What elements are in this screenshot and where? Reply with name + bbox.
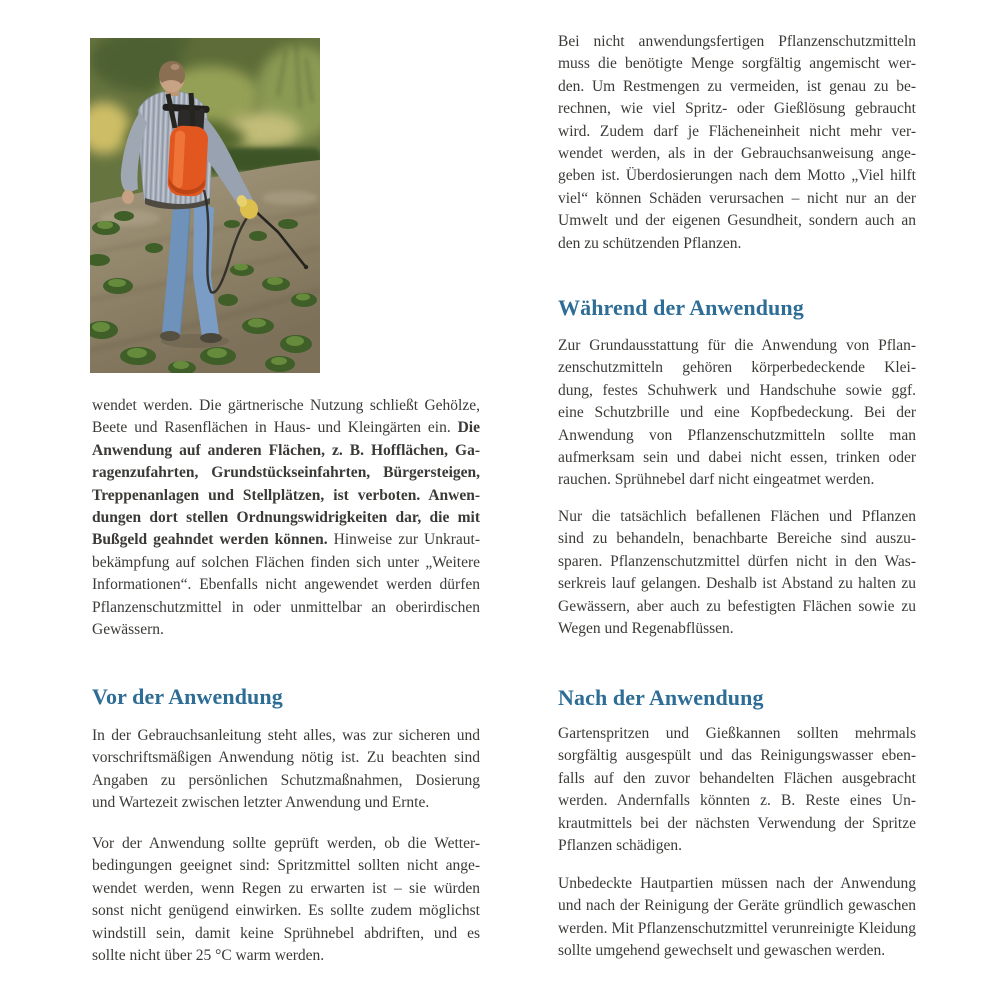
text-line: sorgfältig ausgespült und das Reinigungswasser eben-: [558, 747, 916, 765]
text-line: wendet werden, als in der Gebrauchsanweisung ange-: [558, 144, 916, 162]
text-line: rauchen. Sprühnebel darf nicht eingeatmet werden.: [558, 471, 875, 489]
paragraph-reinigung-geraete: [558, 723, 916, 857]
garden-photo: [90, 38, 320, 373]
text-line: sonst nicht genügend einwirken. Es sollte zudem möglichst: [92, 902, 480, 920]
paragraph-anmischen: [558, 31, 916, 255]
text-line: falls auf den zuvor behandelten Flächen ausgebracht: [558, 769, 916, 787]
text-line: Zur Grundausstattung für die Anwendung von Pflan-: [558, 337, 916, 354]
text-line: Bei nicht anwendungsfertigen Pflanzenschutzmitteln: [558, 33, 916, 50]
heading-nach-der-anwendung: Nach der Anwendung: [558, 685, 764, 710]
paragraph-wetterbedingungen: [92, 833, 480, 967]
text-line: wird. Zudem darf je Flächeneinheit nicht mehr ver-: [558, 122, 916, 140]
shoe-right: [200, 333, 222, 343]
text-line: sind zu behandeln, benachbarte Bereiche sind auszu-: [558, 530, 916, 548]
text-line: Gewässern.: [92, 620, 164, 638]
text-line: Unbedeckte Hautpartien müssen nach der Anwendung: [558, 875, 916, 892]
text-line: windstill sein, damit keine Sprühnebel abdriften, und es: [92, 924, 480, 942]
text-line: sollte nicht über 25 °C warm werden.: [92, 946, 325, 964]
shoe-left: [160, 331, 180, 341]
shoulder-strap: [191, 93, 193, 126]
paragraph-usage-restrictions: [92, 395, 480, 641]
heading-waehrend-der-anwendung: Während der Anwendung: [558, 295, 804, 320]
text-line: den zu schützenden Pflanzen.: [558, 234, 742, 252]
text-line: Bußgeld geahndet werden können. Hinweise zur Unkraut-: [92, 531, 480, 549]
text-line: Treppenanlagen und Stellplätzen, ist verboten. Anwen-: [92, 486, 480, 504]
text-line: sparen. Pflanzenschutzmittel dürfen nicht in den Was-: [558, 552, 916, 570]
text-line: Vor der Anwendung sollte geprüft werden, ob die Wetter-: [92, 835, 480, 852]
text-line: aufmerksam sein und dabei nicht essen, trinken oder: [558, 448, 916, 466]
text-line: In der Gebrauchsanleitung steht alles, was zur sicheren und: [92, 727, 480, 744]
text-line: Informationen“. Ebenfalls nicht angewendet werden dürfen: [92, 576, 480, 594]
text-line: geben ist. Überdosierungen nach dem Motto „Viel hilft: [558, 167, 916, 185]
text-line: wendet werden. Die gärtnerische Nutzung schließt Gehölze,: [92, 397, 480, 414]
text-line: Beete und Rasenflächen in Haus- und Kleingärten ein. Die: [92, 419, 480, 437]
text-line: Gewässern, aber auch zu befestigten Flächen sowie zu: [558, 597, 916, 615]
text-line: sollte umgehend gewechselt und gewaschen werden.: [558, 942, 886, 960]
text-line: werden. Andernfalls könnten z. B. Reste eines Un-: [558, 792, 916, 810]
text-line: Anwendung auf anderen Flächen, z. B. Hofflächen, Ga-: [92, 441, 480, 459]
paragraph-grundausstattung: [558, 335, 916, 492]
text-line: Pflanzenschutzmittel in oder unmittelbar an oberirdischen: [92, 598, 480, 616]
text-line: und Wartezeit zwischen letzter Anwendung und Ernte.: [92, 794, 430, 812]
text-line: wendet werden, wenn Regen zu erwarten ist – sie würden: [92, 879, 480, 897]
text-line: eine Schutzbrille und eine Kopfbedeckung. Bei der: [558, 404, 916, 422]
text-line: bekämpfung auf solchen Flächen finden sich unter „Weitere: [92, 553, 480, 571]
paragraph-hautpartien: [558, 873, 916, 963]
left-hand: [122, 190, 134, 204]
text-line: krautmittels bei der nächsten Verwendung der Spritze: [558, 814, 916, 832]
text-line: Wegen und Regenabflüssen.: [558, 619, 734, 637]
text-line: viel“ können Schäden verursachen – nicht nur an der: [558, 189, 916, 207]
text-line: bedingungen geeignet sind: Spritzmittel sollten nicht ange-: [92, 857, 480, 875]
text-line: werden. Mit Pflanzenschutzmittel verunreinigte Kleidung: [558, 919, 916, 937]
text-line: und nach der Reinigung der Geräte gründlich gewaschen: [558, 897, 916, 915]
text-line: Gartenspritzen und Gießkannen sollten mehrmals: [558, 725, 916, 742]
text-line: muss die benötigte Menge sorgfältig angemischt wer-: [558, 55, 916, 73]
text-line: ragenzufahrten, Grundstückseinfahrten, Bürgersteigen,: [92, 464, 480, 482]
text-line: den. Um Restmengen zu vermeiden, ist genau zu be-: [558, 77, 916, 95]
text-line: Anwendung von Pflanzenschutzmitteln sollte man: [558, 426, 916, 444]
garden-photo-illustration: [90, 38, 320, 373]
text-line: vorschriftsmäßigen Anwendung nötig ist. Zu beachten sind: [92, 749, 480, 767]
text-line: Nur die tatsächlich befallenen Flächen und Pflanzen: [558, 508, 916, 525]
text-line: Pflanzen schädigen.: [558, 836, 682, 854]
text-line: zenschutzmitteln gehören körperbedeckende Klei-: [558, 359, 916, 377]
text-line: rechnen, wie viel Spritz- oder Gießlösung gebraucht: [558, 100, 916, 118]
text-line: Angaben zu persönlichen Schutzmaßnahmen, Dosierung: [92, 771, 480, 789]
text-line: dungen dort stellen Ordnungswidrigkeiten dar, die mit: [92, 508, 480, 526]
text-line: Umwelt und der eigenen Gesundheit, sondern auch an: [558, 212, 916, 230]
text-line: dung, festes Schuhwerk und Handschuhe sowie ggf.: [558, 381, 916, 399]
paragraph-gebrauchsanleitung: [92, 725, 480, 815]
text-line: serkreis lauf gelangen. Deshalb ist Abstand zu halten zu: [558, 575, 916, 593]
heading-vor-der-anwendung: Vor der Anwendung: [92, 684, 283, 709]
paragraph-befallene-flaechen: [558, 506, 916, 640]
